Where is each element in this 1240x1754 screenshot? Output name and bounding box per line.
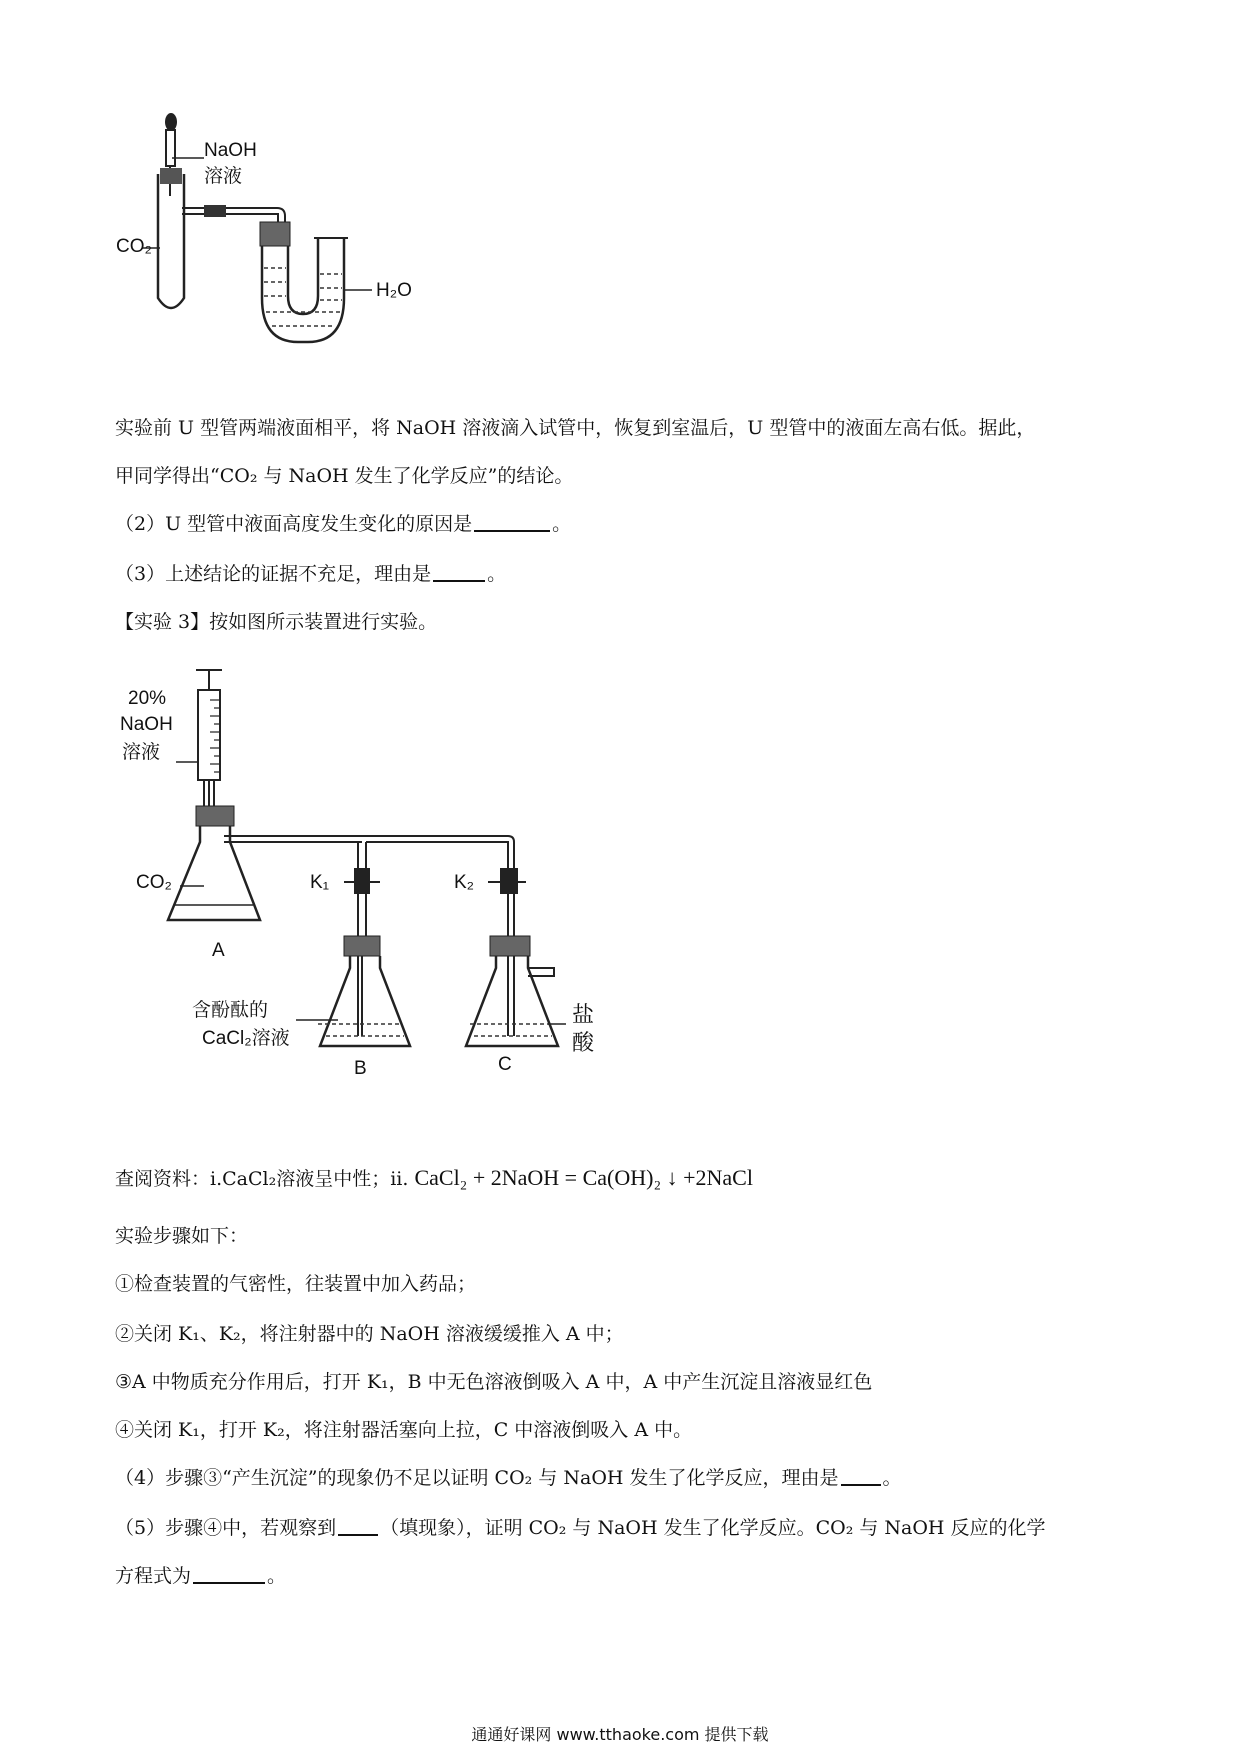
syringe-graduations — [210, 700, 220, 772]
fig2-co2-label: CO₂ — [136, 872, 172, 893]
step-1: ①检查装置的气密性，往装置中加入药品； — [115, 1273, 477, 1295]
fig2-solution-label: 溶液 — [122, 742, 161, 763]
question-5-part-1: （5）步骤④中，若观察到 — [115, 1517, 337, 1539]
question-5 — [115, 1514, 1046, 1542]
question-5-part-2: （填现象），证明 CO₂ 与 NaOH 发生了化学反应。CO₂ 与 NaOH 反应的化学 — [380, 1517, 1046, 1539]
question-4 — [115, 1464, 902, 1492]
flask-c-stopper — [490, 936, 530, 956]
flask-a — [168, 826, 260, 920]
fig2-k2-label: K₂ — [454, 872, 475, 893]
page-footer: 通通好课网 www.tthaoke.com 提供下载 — [471, 1725, 769, 1744]
step-2: ②关闭 K₁、K₂，将注射器中的 NaOH 溶液缓缓推入 A 中； — [115, 1323, 624, 1345]
fig2-flask-c-label: C — [498, 1054, 512, 1075]
fig2-c-content-1: 盐 — [572, 1002, 595, 1027]
fig1-co2-label: CO₂ — [116, 236, 152, 257]
reference-line — [115, 1164, 753, 1193]
question-2-text: （2）U 型管中液面高度发生变化的原因是 — [115, 513, 473, 535]
fig1-naoh-label: NaOH — [204, 140, 257, 161]
fig2-c-content-2: 酸 — [572, 1030, 595, 1055]
paragraph-line-1: 实验前 U 型管两端液面相平，将 NaOH 溶液滴入试管中，恢复到室温后，U 型管中的液面左高右低。据此， — [115, 417, 1036, 439]
fig2-b-content-1: 含酚酞的 — [192, 1000, 269, 1021]
question-3-text: （3）上述结论的证据不充足，理由是 — [115, 563, 432, 585]
answer-blank-4[interactable] — [841, 1466, 881, 1486]
flask-a-stopper — [196, 806, 234, 826]
answer-blank-5b[interactable] — [193, 1564, 265, 1584]
paragraph-line-2: 甲同学得出“CO₂ 与 NaOH 发生了化学反应”的结论。 — [115, 465, 574, 487]
fig1-solution-label: 溶液 — [204, 166, 243, 187]
steps-heading: 实验步骤如下： — [115, 1225, 249, 1247]
step-3: ③A 中物质充分作用后，打开 K₁，B 中无色溶液倒吸入 A 中，A 中产生沉淀且溶液显红色 — [115, 1371, 873, 1393]
main-tube — [224, 836, 514, 868]
fig2-percent-label: 20% — [128, 688, 167, 709]
question-2-end: 。 — [552, 513, 572, 535]
answer-blank-5a[interactable] — [338, 1516, 378, 1536]
question-5-line-2-text: 方程式为 — [115, 1565, 192, 1587]
experiment-3-heading: 【实验 3】按如图所示装置进行实验。 — [115, 611, 438, 633]
fig2-b-content-2: CaCl₂溶液 — [202, 1028, 290, 1049]
syringe — [196, 670, 222, 806]
fig2-flask-b-label: B — [354, 1058, 367, 1079]
fig2-naoh-label: NaOH — [120, 714, 173, 735]
reference-formula: CaCl₂ + 2NaOH = Ca(OH)₂ ↓ +2NaCl — [414, 1165, 753, 1190]
question-4-text: （4）步骤③“产生沉淀”的现象仍不足以证明 CO₂ 与 NaOH 发生了化学反应，理由是 — [115, 1467, 839, 1489]
question-4-end: 。 — [882, 1467, 902, 1489]
step-4: ④关闭 K₁，打开 K₂，将注射器活塞向上拉，C 中溶液倒吸入 A 中。 — [115, 1419, 693, 1441]
fig1-h2o-label: H₂O — [376, 280, 412, 301]
flask-c-liquid — [470, 1024, 552, 1036]
question-3-end: 。 — [487, 563, 507, 585]
fig2-flask-a-label: A — [212, 940, 225, 961]
fig2-k1-label: K₁ — [310, 872, 330, 893]
flask-c — [466, 956, 558, 1046]
flask-b-stopper — [344, 936, 380, 956]
question-5-end: 。 — [267, 1565, 287, 1587]
flask-b — [320, 956, 410, 1046]
question-5-line-2 — [115, 1562, 286, 1590]
reference-prefix: 查阅资料：i.CaCl₂溶液呈中性；ii. — [115, 1168, 415, 1190]
